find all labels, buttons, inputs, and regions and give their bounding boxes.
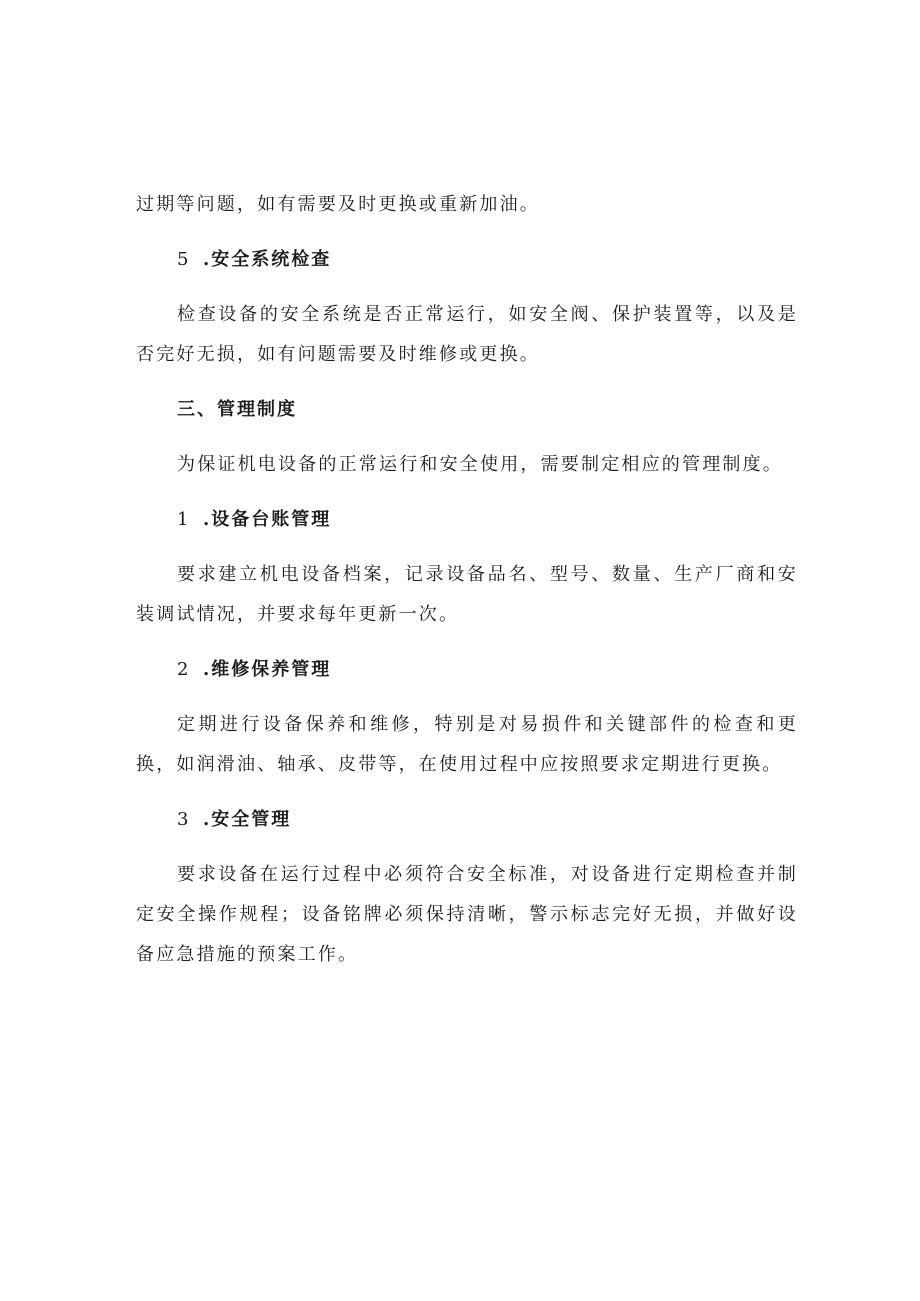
heading-maintenance-management [136,650,798,690]
heading-number: 1 [177,509,191,530]
paragraph-safety-management: 要求设备在运行过程中必须符合安全标准，对设备进行定期检查并制定安全操作规程；设备铭牌必须保持清晰，警示标志完好无损，并做好设备应急措施的预案工作。 [136,864,798,965]
heading-management-system: 三、管理制度 [177,399,297,420]
heading-text: .安全管理 [203,809,292,830]
heading-safety-system-check [136,240,798,280]
paragraph-equipment-ledger: 要求建立机电设备档案，记录设备品名、型号、数量、生产厂商和安装调试情况，并要求每年更新一次。 [136,564,798,625]
heading-equipment-ledger [136,500,798,540]
paragraph-continuation: 过期等问题，如有需要及时更换或重新加油。 [136,194,540,215]
heading-number: 5 [177,249,191,270]
heading-text: .维修保养管理 [203,659,332,680]
paragraph-management-intro: 为保证机电设备的正常运行和安全使用，需要制定相应的管理制度。 [177,454,783,475]
paragraph-safety-system: 检查设备的安全系统是否正常运行，如安全阀、保护装置等，以及是否完好无损，如有问题需要及时维修或更换。 [136,304,798,365]
document-page [136,185,798,975]
heading-number: 2 [177,659,191,680]
heading-text: .安全系统检查 [203,249,332,270]
heading-number: 3 [177,809,191,830]
heading-safety-management [136,800,798,840]
heading-text: .设备台账管理 [203,509,332,530]
paragraph-maintenance: 定期进行设备保养和维修，特别是对易损件和关键部件的检查和更换，如润滑油、轴承、皮带等，在使用过程中应按照要求定期进行更换。 [136,714,798,775]
